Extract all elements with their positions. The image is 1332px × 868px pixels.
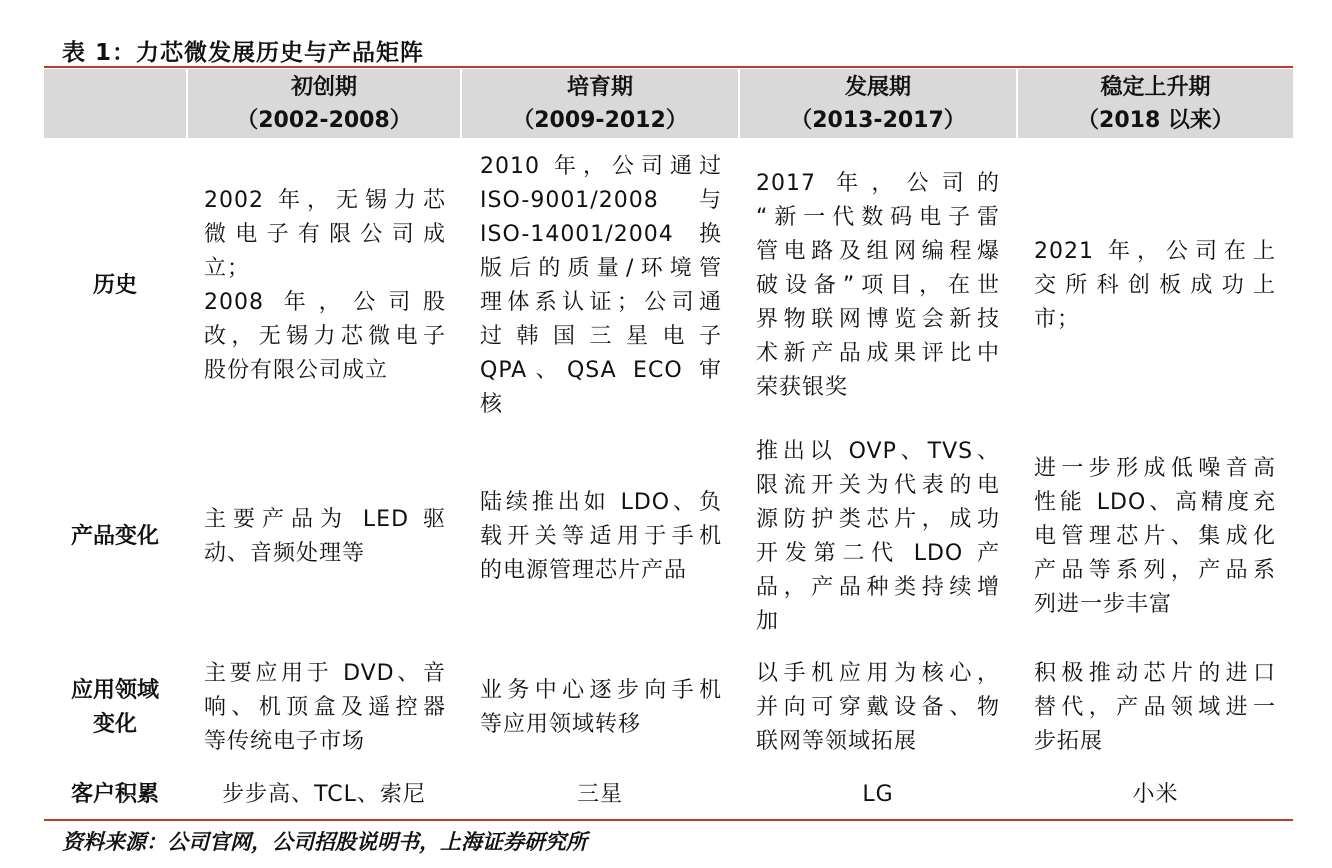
text-line: 过韩国三星电子 [480, 324, 722, 349]
header-col-1 [188, 69, 460, 138]
history-cell-2 [480, 146, 722, 426]
text-line: 产品等系列，产品系 [1034, 558, 1276, 583]
text-line: 以手机应用为核心， [756, 661, 1000, 686]
text-line: 微电子有限公司成 [204, 222, 446, 247]
text-line: 破设备”项目，在世 [756, 273, 1000, 298]
header-col-1-period: （2002-2008） [236, 107, 412, 133]
row-label-products: 产品变化 [70, 524, 159, 549]
text-line: 市； [1034, 307, 1081, 332]
text-line: 三星 [576, 782, 623, 807]
customers-cell-4 [1018, 776, 1293, 814]
text-line: 改，无锡力芯微电子 [204, 324, 446, 349]
text-line: 进一步形成低噪音高 [1034, 456, 1276, 481]
header-col-3 [740, 69, 1016, 138]
text-line: 核 [480, 392, 504, 417]
text-line: 步步高、TCL、索尼 [222, 782, 426, 807]
text-line: 界物联网博览会新技 [756, 307, 1000, 332]
text-line: 理体系认证；公司通 [480, 290, 722, 315]
top-rule [44, 66, 1293, 68]
text-line: 立； [204, 256, 251, 281]
text-line: 2017 年，公司的 [756, 171, 1000, 196]
text-line: 动、音频处理等 [204, 541, 366, 566]
text-line: 主要应用于 DVD、音 [204, 661, 446, 686]
products-cell-3 [756, 434, 1000, 640]
text-line: 开发第二代 LDO 产 [756, 541, 1000, 566]
applications-cell-1 [204, 652, 446, 764]
header-col-1-name: 初创期 [290, 74, 357, 100]
source-note: 资料来源：公司官网，公司招股说明书，上海证券研究所 [62, 830, 587, 854]
history-cell-3 [756, 146, 1000, 426]
row-label-customers: 客户积累 [70, 782, 159, 807]
header-col-4 [1018, 69, 1293, 138]
text-line: 管电路及组网编程爆 [756, 239, 1000, 264]
text-line: 荣获银奖 [756, 375, 849, 400]
text-line: QPA、QSA ECO 审 [480, 358, 722, 383]
header-col-2-name: 培育期 [566, 74, 633, 100]
text-line: 主要产品为 LED 驱 [204, 507, 446, 532]
text-line: 列进一步丰富 [1034, 592, 1173, 617]
text-line: 等传统电子市场 [204, 729, 366, 754]
text-line: 载开关等适用于手机 [480, 524, 722, 549]
text-line: 替代，产品领域进一 [1034, 695, 1276, 720]
text-line: 2002 年，无锡力芯 [204, 188, 446, 213]
applications-cell-2 [480, 652, 722, 764]
history-cell-4 [1034, 146, 1276, 426]
applications-cell-3 [756, 652, 1000, 764]
table-title: 表 1：力芯微发展历史与产品矩阵 [62, 40, 425, 66]
header-col-2 [462, 69, 738, 138]
customers-cell-3 [740, 776, 1016, 814]
text-line: ISO-9001/2008 与 [480, 188, 722, 213]
text-line: 2010 年，公司通过 [480, 154, 722, 179]
text-line: 联网等领域拓展 [756, 729, 918, 754]
text-line: 陆续推出如 LDO、负 [480, 490, 722, 515]
products-cell-4 [1034, 434, 1276, 640]
text-line: 并向可穿戴设备、物 [756, 695, 1000, 720]
text-line: 股份有限公司成立 [204, 358, 389, 383]
text-line: 等应用领域转移 [480, 712, 642, 737]
text-line: 限流开关为代表的电 [756, 473, 1000, 498]
header-col-3-period: （2013-2017） [790, 107, 966, 133]
row-label-history: 历史 [92, 273, 137, 298]
customers-cell-2 [462, 776, 738, 814]
text-line: 步拓展 [1034, 729, 1104, 754]
text-line: 版后的质量/环境管 [480, 256, 722, 281]
customers-cell-1 [188, 776, 460, 814]
text-line: LG [862, 782, 894, 807]
text-line: 响、机顶盒及遥控器 [204, 695, 446, 720]
header-corner [44, 69, 186, 138]
text-line: 源防护类芯片，成功 [756, 507, 1000, 532]
text-line: 推出以 OVP、TVS、 [756, 439, 1000, 464]
bottom-rule [44, 819, 1293, 821]
header-col-2-period: （2009-2012） [512, 107, 688, 133]
text-line: 加 [756, 609, 780, 634]
text-line: 2008 年，公司股 [204, 290, 446, 315]
row-label-applications-line2: 变化 [92, 712, 137, 737]
text-line: ISO-14001/2004 换 [480, 222, 722, 247]
history-cell-1 [204, 146, 446, 426]
header-col-4-name: 稳定上升期 [1100, 74, 1211, 100]
row-label-applications [44, 652, 186, 764]
applications-cell-4 [1034, 652, 1276, 764]
text-line: “新一代数码电子雷 [756, 205, 1000, 230]
products-cell-1 [204, 434, 446, 640]
text-line: 性能 LDO、高精度充 [1034, 490, 1276, 515]
text-line: 交所科创板成功上 [1034, 273, 1276, 298]
text-line: 术新产品成果评比中 [756, 341, 1000, 366]
products-cell-2 [480, 434, 722, 640]
header-col-4-period: （2018 以来） [1077, 107, 1234, 133]
header-col-3-name: 发展期 [844, 74, 911, 100]
text-line: 2021 年，公司在上 [1034, 239, 1276, 264]
text-line: 小米 [1132, 782, 1179, 807]
text-line: 品，产品种类持续增 [756, 575, 1000, 600]
text-line: 业务中心逐步向手机 [480, 678, 722, 703]
text-line: 的电源管理芯片产品 [480, 558, 688, 583]
row-label-applications-line1: 应用领域 [70, 678, 159, 703]
text-line: 积极推动芯片的进口 [1034, 661, 1276, 686]
text-line: 电管理芯片、集成化 [1034, 524, 1276, 549]
